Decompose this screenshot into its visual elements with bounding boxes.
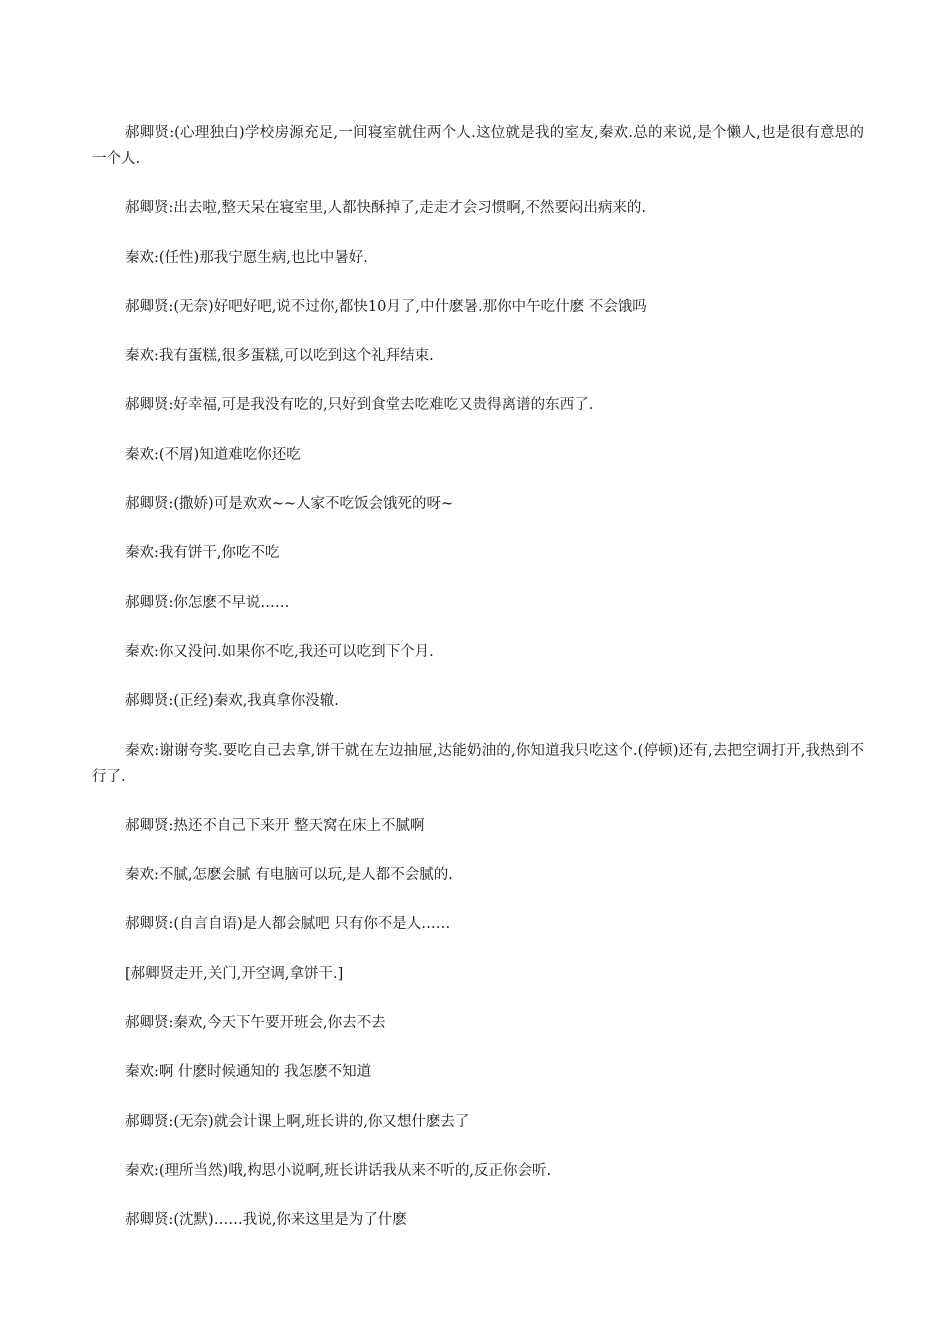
document-body [92, 120, 864, 1257]
paragraph: 郝卿贤:热还不自己下来开 整天窝在床上不腻啊 [125, 817, 425, 834]
paragraph: 郝卿贤:(撒娇)可是欢欢~~人家不吃饭会饿死的呀~ [125, 496, 454, 513]
paragraph: 秦欢:啊 什麽时候通知的 我怎麽不知道 [125, 1064, 372, 1081]
paragraph: 郝卿贤:秦欢,今天下午要开班会,你去不去 [125, 1015, 386, 1032]
paragraph: 郝卿贤:出去啦,整天呆在寝室里,人都快酥掉了,走走才会习惯啊,不然要闷出病来的. [125, 200, 646, 217]
paragraph: 秦欢:(不屑)知道难吃你还吃 [125, 446, 301, 463]
paragraph: 秦欢:你又没问.如果你不吃,我还可以吃到下个月. [125, 643, 434, 660]
paragraph: 郝卿贤:(自言自语)是人都会腻吧 只有你不是人…… [125, 916, 451, 933]
paragraph: 郝卿贤:(无奈)就会计课上啊,班长讲的,你又想什麽去了 [125, 1113, 470, 1130]
paragraph: 秦欢:我有饼干,你吃不吃 [125, 545, 280, 562]
paragraph: 郝卿贤:(沈默)……我说,你来这里是为了什麽 [125, 1212, 407, 1229]
paragraph: 秦欢:(任性)那我宁愿生病,也比中暑好. [125, 249, 368, 266]
stage-direction: [郝卿贤走开,关门,开空调,拿饼干.] [125, 965, 344, 982]
paragraph: 郝卿贤:(无奈)好吧好吧,说不过你,都快10月了,中什麽暑.那你中午吃什麽 不会饿吗 [125, 298, 647, 315]
paragraph: 郝卿贤:你怎麽不早说…… [125, 594, 290, 611]
paragraph: 郝卿贤:好幸福,可是我没有吃的,只好到食堂去吃难吃又贵得离谱的东西了. [125, 397, 594, 414]
paragraph: 郝卿贤:(心理独白)学校房源充足,一间寝室就住两个人.这位就是我的室友,秦欢.总的来说,是个懒人,也是很有意思的一个人. [92, 125, 864, 167]
paragraph: 秦欢:(理所当然)哦,构思小说啊,班长讲话我从来不听的,反正你会听. [125, 1162, 552, 1179]
paragraph: 秦欢:谢谢夸奖.要吃自己去拿,饼干就在左边抽屉,达能奶油的,你知道我只吃这个.(停顿)还有,去把空调打开,我热到不行了. [92, 742, 864, 785]
paragraph: 郝卿贤:(正经)秦欢,我真拿你没辙. [125, 693, 339, 710]
paragraph: 秦欢:我有蛋糕,很多蛋糕,可以吃到这个礼拜结束. [125, 348, 434, 365]
paragraph: 秦欢:不腻,怎麽会腻 有电脑可以玩,是人都不会腻的. [125, 867, 453, 884]
